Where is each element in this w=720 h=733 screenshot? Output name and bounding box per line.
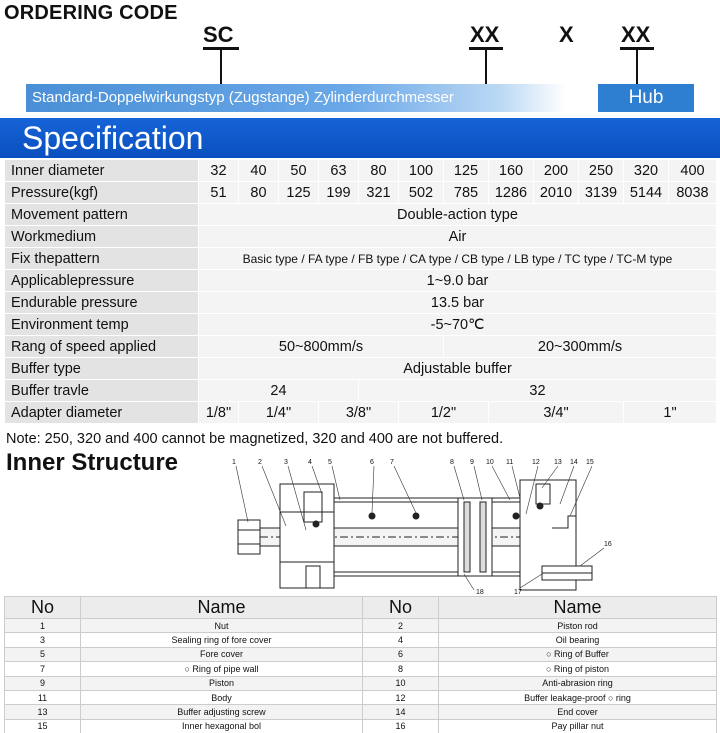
callout-9: 9	[470, 459, 474, 466]
callout-1: 1	[232, 459, 236, 466]
diameter-cell: 32	[199, 160, 239, 182]
bore-code: XX	[470, 22, 500, 47]
type-bore-banner: Standard-Doppelwirkungstyp (Zugstange) Zylinderdurchmesser	[26, 84, 566, 112]
piston-part	[458, 498, 492, 576]
callout-12: 12	[532, 459, 540, 466]
adapter-cell: 3/4"	[489, 402, 624, 424]
pressure-cell: 321	[359, 182, 399, 204]
pressure-cell: 5144	[624, 182, 669, 204]
part-no: 3	[5, 633, 81, 647]
adapter-label: Adapter diameter	[5, 402, 199, 424]
workmedium-label: Workmedium	[5, 226, 199, 248]
fix-label: Fix thepattern	[5, 248, 199, 270]
diameter-cell: 200	[534, 160, 579, 182]
part-name: ○ Ring of pipe wall	[81, 662, 363, 676]
bore-connector	[485, 50, 487, 85]
part-name: Body	[81, 690, 363, 704]
endurable-label: Endurable pressure	[5, 292, 199, 314]
pressure-label: Pressure(kgf)	[5, 182, 199, 204]
stroke-connector	[636, 50, 638, 85]
env-label: Environment temp	[5, 314, 199, 336]
buffer-type-row	[5, 358, 717, 380]
adapter-row	[5, 402, 717, 424]
part-no: 13	[5, 705, 81, 719]
callout-2: 2	[258, 459, 262, 466]
callout-5: 5	[328, 459, 332, 466]
part-no: 11	[5, 690, 81, 704]
parts-header-row	[5, 597, 717, 619]
table-row	[5, 647, 717, 661]
part-no: 8	[363, 662, 439, 676]
workmedium-value: Air	[199, 226, 717, 248]
callout-6: 6	[370, 459, 374, 466]
speed-value: 50~800mm/s	[199, 336, 444, 358]
table-row	[5, 676, 717, 690]
part-no: 9	[5, 676, 81, 690]
series-connector	[220, 50, 222, 85]
diameter-cell: 40	[239, 160, 279, 182]
part-name: Inner hexagonal bol	[81, 719, 363, 733]
part-name: Buffer leakage-proof ○ ring	[439, 690, 717, 704]
part-name: Piston	[81, 676, 363, 690]
callout-7: 7	[390, 459, 394, 466]
fix-value: Basic type / FA type / FB type / CA type / CB type / LB type / TC type / TC-M type	[199, 248, 717, 270]
table-row	[5, 719, 717, 733]
env-row	[5, 314, 717, 336]
part-no: 7	[5, 662, 81, 676]
diameter-cell: 80	[359, 160, 399, 182]
part-name: Pay pillar nut	[439, 719, 717, 733]
buffer-travel-value: 32	[359, 380, 717, 402]
nut-part	[238, 520, 260, 554]
callout-10: 10	[486, 459, 494, 466]
env-value: -5~70℃	[199, 314, 717, 336]
pressure-cell: 1286	[489, 182, 534, 204]
part-name: Fore cover	[81, 647, 363, 661]
part-name: Oil bearing	[439, 633, 717, 647]
buffer-travel-label: Buffer travle	[5, 380, 199, 402]
applicable-value: 1~9.0 bar	[199, 270, 717, 292]
part-no: 5	[5, 647, 81, 661]
part-name: Nut	[81, 619, 363, 633]
no-header: No	[363, 597, 439, 619]
callout-16: 16	[604, 541, 612, 548]
callout-11: 11	[506, 459, 514, 466]
part-name: ○ Ring of piston	[439, 662, 717, 676]
hub-box: Hub	[598, 84, 694, 112]
pressure-cell: 502	[399, 182, 444, 204]
code-separator: X	[559, 22, 574, 47]
name-header: Name	[81, 597, 363, 619]
pressure-cell: 3139	[579, 182, 624, 204]
diameter-cell: 63	[319, 160, 359, 182]
endurable-row	[5, 292, 717, 314]
speed-label: Rang of speed applied	[5, 336, 199, 358]
applicable-label: Applicablepressure	[5, 270, 199, 292]
pressure-cell: 125	[279, 182, 319, 204]
diameter-cell: 160	[489, 160, 534, 182]
name-header: Name	[439, 597, 717, 619]
pressure-cell: 2010	[534, 182, 579, 204]
part-no: 1	[5, 619, 81, 633]
adapter-cell: 3/8"	[319, 402, 399, 424]
part-name: End cover	[439, 705, 717, 719]
specification-table	[4, 159, 717, 424]
magnetization-note: Note: 250, 320 and 400 cannot be magnetized, 320 and 400 are not buffered.	[6, 431, 504, 447]
part-name: ○ Ring of Buffer	[439, 647, 717, 661]
part-no: 10	[363, 676, 439, 690]
adapter-cell: 1/8"	[199, 402, 239, 424]
applicable-row	[5, 270, 717, 292]
part-no: 6	[363, 647, 439, 661]
diameter-row	[5, 160, 717, 182]
callout-18: 18	[476, 589, 484, 596]
diameter-cell: 125	[444, 160, 489, 182]
part-name: Buffer adjusting screw	[81, 705, 363, 719]
buffer-travel-value: 24	[199, 380, 359, 402]
callout-13: 13	[554, 459, 562, 466]
fix-row	[5, 248, 717, 270]
callout-3: 3	[284, 459, 288, 466]
diameter-label: Inner diameter	[5, 160, 199, 182]
buffer-travel-row	[5, 380, 717, 402]
series-code: SC	[203, 22, 234, 47]
speed-row	[5, 336, 717, 358]
ordering-code-title: ORDERING CODE	[4, 2, 178, 24]
callout-14: 14	[570, 459, 578, 466]
movement-label: Movement pattern	[5, 204, 199, 226]
adapter-cell: 1"	[624, 402, 717, 424]
part-no: 15	[5, 719, 81, 733]
speed-value: 20~300mm/s	[444, 336, 717, 358]
table-row	[5, 619, 717, 633]
adapter-cell: 1/2"	[399, 402, 489, 424]
stroke-code: XX	[621, 22, 651, 47]
pressure-row	[5, 182, 717, 204]
pressure-cell: 785	[444, 182, 489, 204]
table-row	[5, 662, 717, 676]
buffer-type-value: Adjustable buffer	[199, 358, 717, 380]
part-no: 16	[363, 719, 439, 733]
pressure-cell: 80	[239, 182, 279, 204]
pressure-cell: 51	[199, 182, 239, 204]
no-header: No	[5, 597, 81, 619]
cylinder-cross-section-diagram	[220, 454, 620, 596]
diameter-cell: 50	[279, 160, 319, 182]
pressure-cell: 8038	[669, 182, 717, 204]
part-no: 14	[363, 705, 439, 719]
part-name: Sealing ring of fore cover	[81, 633, 363, 647]
diameter-cell: 400	[669, 160, 717, 182]
part-name: Anti-abrasion ring	[439, 676, 717, 690]
callout-8: 8	[450, 459, 454, 466]
endurable-value: 13.5 bar	[199, 292, 717, 314]
movement-value: Double-action type	[199, 204, 717, 226]
callout-17: 17	[514, 589, 522, 596]
callout-15: 15	[586, 459, 594, 466]
callout-4: 4	[308, 459, 312, 466]
table-row	[5, 690, 717, 704]
pressure-cell: 199	[319, 182, 359, 204]
buffer-type-label: Buffer type	[5, 358, 199, 380]
part-name: Piston rod	[439, 619, 717, 633]
parts-table	[4, 596, 717, 733]
table-row	[5, 705, 717, 719]
adapter-cell: 1/4"	[239, 402, 319, 424]
part-no: 4	[363, 633, 439, 647]
diameter-cell: 100	[399, 160, 444, 182]
part-no: 12	[363, 690, 439, 704]
diameter-cell: 320	[624, 160, 669, 182]
workmedium-row	[5, 226, 717, 248]
table-row	[5, 633, 717, 647]
inner-structure-title: Inner Structure	[6, 449, 179, 476]
specification-header: Specification	[0, 118, 720, 158]
part-no: 2	[363, 619, 439, 633]
diameter-cell: 250	[579, 160, 624, 182]
movement-row	[5, 204, 717, 226]
